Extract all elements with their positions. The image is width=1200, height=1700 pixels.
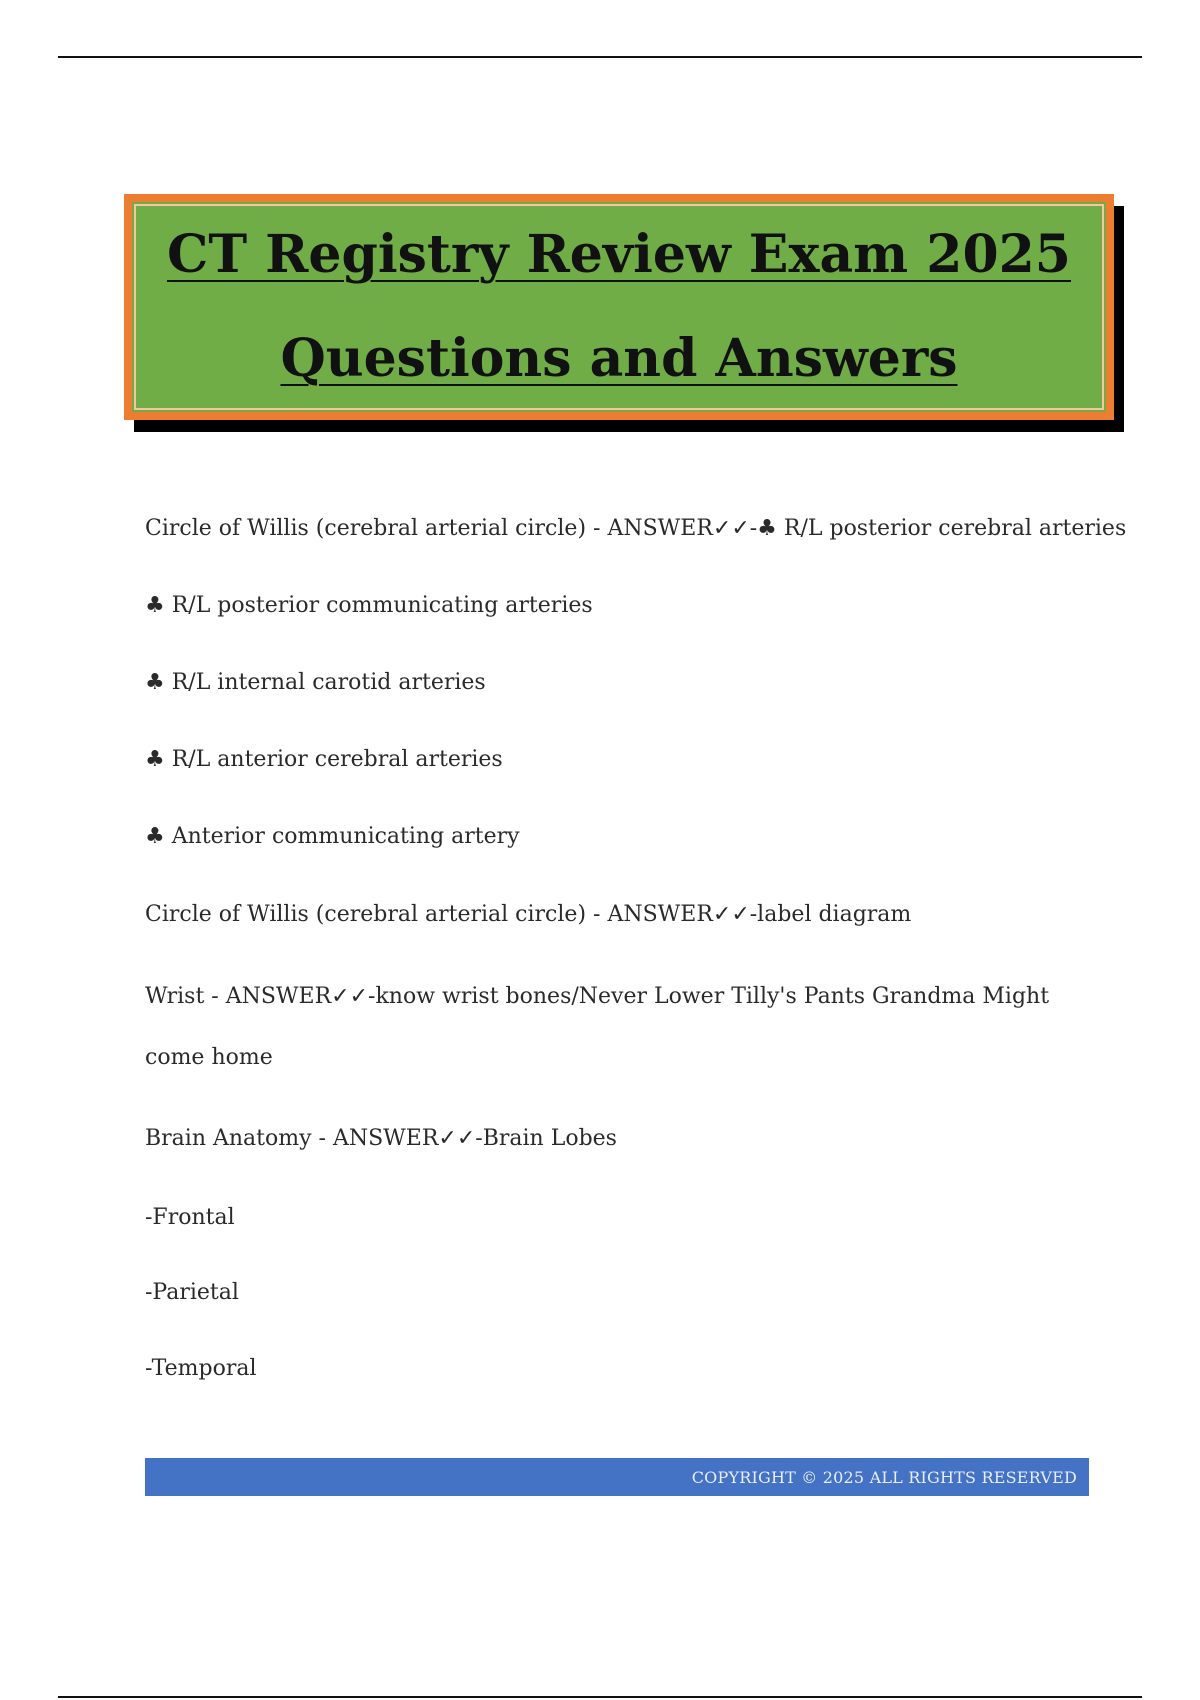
copyright-footer-bar [145,1458,1089,1496]
document-title-line-1: CT Registry Review Exam 2025 [166,224,1071,285]
qa-item-circle-of-willis-diagram: Circle of Willis (cerebral arterial circle) - ANSWER✓✓-label diagram [145,902,912,927]
title-banner [124,194,1114,420]
qa-item-temporal: -Temporal [145,1356,257,1381]
qa-item-circle-of-willis: Circle of Willis (cerebral arterial circle) - ANSWER✓✓-♣ R/L posterior cerebral arteries [145,516,1127,541]
qa-item-anterior-communicating: ♣ Anterior communicating artery [145,824,520,849]
qa-item-anterior-cerebral: ♣ R/L anterior cerebral arteries [145,747,503,772]
qa-item-wrist: Wrist - ANSWER✓✓-know wrist bones/Never Lower Tilly's Pants Grandma Might come home [145,984,1050,1070]
copyright-text: COPYRIGHT © 2025 ALL RIGHTS RESERVED [691,1467,1077,1487]
qa-item-parietal: -Parietal [145,1280,239,1305]
document-title-line-2: Questions and Answers [280,328,958,389]
top-rule [58,56,1142,58]
bottom-rule [58,1696,1142,1698]
title-banner-box [124,194,1114,420]
qa-item-brain-anatomy: Brain Anatomy - ANSWER✓✓-Brain Lobes [145,1126,617,1151]
qa-item-posterior-communicating: ♣ R/L posterior communicating arteries [145,593,593,618]
qa-item-internal-carotid: ♣ R/L internal carotid arteries [145,670,486,695]
qa-item-frontal: -Frontal [145,1205,235,1230]
